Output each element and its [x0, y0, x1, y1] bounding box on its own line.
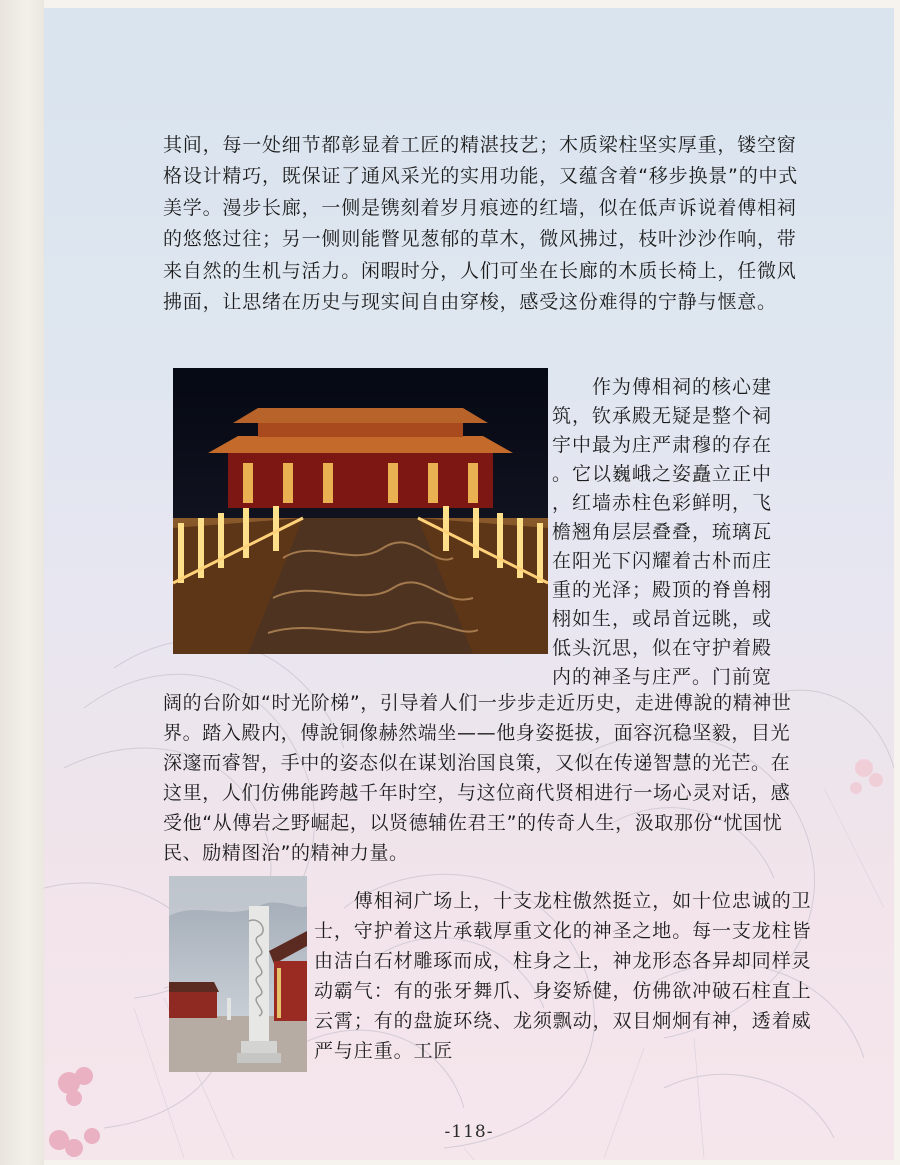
- photo-qincheng-hall-night: [173, 368, 548, 654]
- paragraph-2-line: 低头沉思，似在守护着殿: [552, 637, 773, 659]
- paragraph-2-line: 作为傅相祠的核心建: [552, 376, 773, 398]
- paragraph-2-line: 檐翘角层层叠叠，琉璃瓦: [552, 521, 773, 543]
- paragraph-2-line: 宇中最为庄严肃穆的存在: [552, 434, 773, 456]
- paragraph-2-line: 在阳光下闪耀着古朴而庄: [552, 550, 773, 572]
- paragraph-2-continued: 阔的台阶如“时光阶梯”，引导着人们一步步走近历史，走进傅說的精神世界。踏入殿内，傅說铜像赫然端坐——他身姿挺拔，面容沉稳坚毅，目光深邃而睿智，手中的姿态似在谋划治国良策，又似在传递智慧的光芒。在这里，人们仿佛能跨越千年时空，与这位商代贤相进行一场心灵对话，感受他“从傅岩之野崛起，以贤德辅佐君王”的传奇人生，汲取那份“忧国忧民、励精图治”的精神力量。: [163, 692, 792, 864]
- paragraph-2-line: 。它以巍峨之姿矗立正中: [552, 463, 773, 485]
- paragraph-2-line: 重的光泽；殿顶的脊兽栩: [552, 579, 773, 601]
- paragraph-3: 傅相祠广场上，十支龙柱傲然挺立，如十位忠诚的卫士，守护着这片承载厚重文化的神圣之地。每一支龙柱皆由洁白石材雕琢而成，柱身之上，神龙形态各异却同样灵动霸气：有的张牙舞爪、身姿矫健，仿佛欲冲破石柱直上云霄；有的盘旋环绕、龙须飘动，双目炯炯有神，透着威严与庄重。工匠: [314, 890, 812, 1062]
- paragraph-2-line: 筑，钦承殿无疑是整个祠: [552, 405, 773, 427]
- book-spine: [0, 0, 44, 1165]
- paragraph-2-line: ，红墙赤柱色彩鲜明，飞: [552, 492, 773, 514]
- paper-sheet: [44, 8, 894, 1160]
- page-number: -118-: [444, 1122, 494, 1142]
- paragraph-2-line: 栩如生，或昂首远眺，或: [552, 608, 773, 630]
- paragraph-1: 其间，每一处细节都彰显着工匠的精湛技艺；木质梁柱坚实厚重，镂空窗格设计精巧，既保证了通风采光的实用功能，又蕴含着“移步换景”的中式美学。漫步长廊，一侧是镌刻着岁月痕迹的红墙，似在低声诉说着傅相祠的悠悠过往；另一侧则能瞥见葱郁的草木，微风拂过，枝叶沙沙作响，带来自然的生机与活力。闲暇时分，人们可坐在长廊的木质长椅上，任微风拂面，让思绪在历史与现实间自由穿梭，感受这份难得的宁静与惬意。: [163, 134, 799, 314]
- photo-dragon-pillar: [169, 876, 307, 1072]
- paragraph-2-line: 内的神圣与庄严。门前宽: [552, 666, 773, 688]
